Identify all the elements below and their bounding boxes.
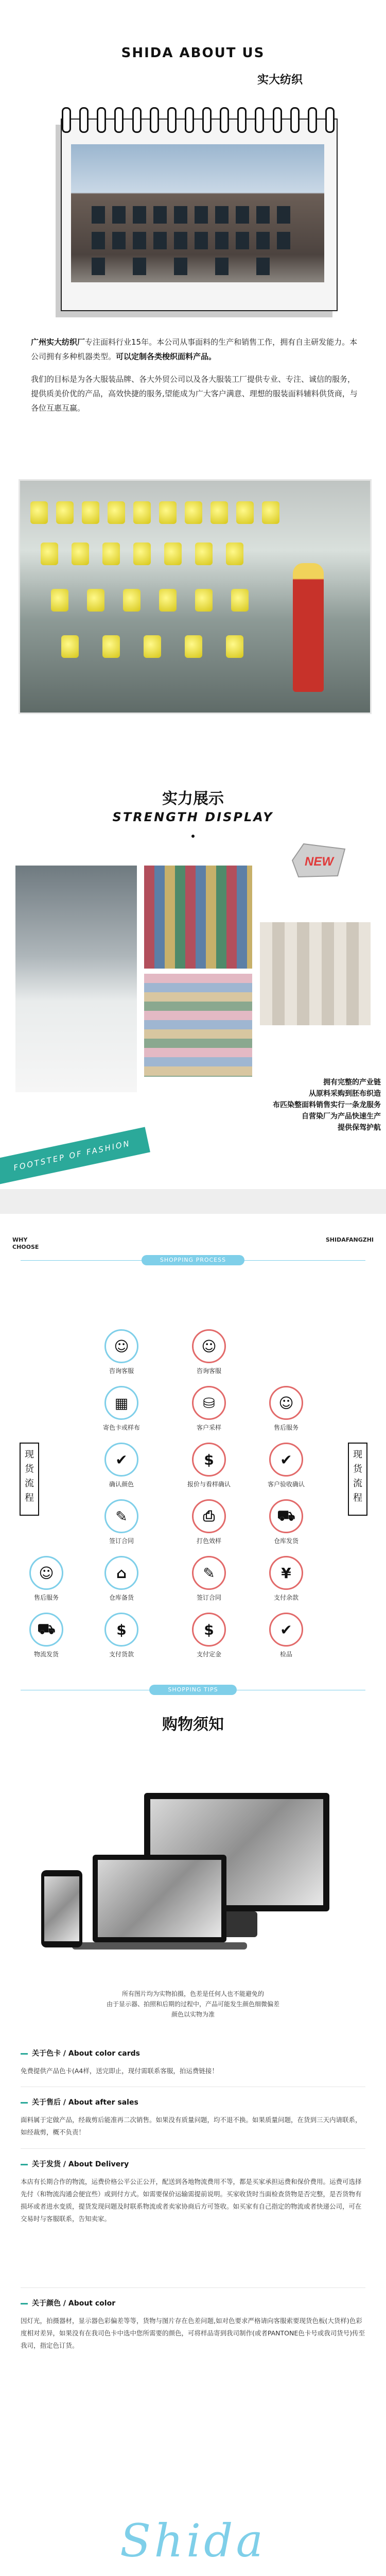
fabric-rolls-photo-2: [144, 974, 252, 1077]
contract-icon: ✎: [104, 1499, 138, 1533]
truck-icon: ⛟: [269, 1499, 303, 1533]
process-step: ⛟ 仓库发货: [255, 1499, 317, 1545]
process-step: $ 支付定金: [178, 1613, 240, 1658]
process-step: ✔ 检品: [255, 1613, 317, 1658]
tip-heading-after-sales: 关于售后 / About after sales: [21, 2097, 138, 2107]
tip-heading-color-cards: 关于色卡 / About color cards: [21, 2048, 140, 2058]
right-process-label: 现货流程: [348, 1443, 367, 1516]
process-step: ☺ 咨询客服: [178, 1329, 240, 1375]
customer-service-icon: ☺: [192, 1329, 226, 1363]
process-step: ⎙ 打色效样: [178, 1499, 240, 1545]
new-badge-text: NEW: [305, 855, 334, 869]
footstep-banner: FOOTSTEP OF FASHION: [0, 1127, 150, 1184]
yen-icon: ¥: [269, 1556, 303, 1590]
warehouse-photo: [260, 922, 371, 1025]
check-icon: ✔: [269, 1443, 303, 1477]
strength-title: 实力展示: [162, 790, 224, 808]
dot-ornament: [191, 835, 195, 838]
process-step: ☺ 售后服务: [15, 1556, 77, 1602]
fabric-rolls-photo-1: [144, 866, 252, 969]
shopping-process-pill: SHOPPING PROCESS: [142, 1255, 244, 1265]
process-step: $ 支付货款: [91, 1613, 152, 1658]
weaving-machine-photo: [15, 866, 137, 1092]
strength-description: 拥有完整的产业链 从原料采购到胚布织造 布匹染整面料销售实行一条龙服务 自营染厂为产品快速生产 提供保驾护航: [273, 1078, 381, 1132]
process-step: ✔ 客户验收确认: [255, 1443, 317, 1488]
print-icon: ⎙: [192, 1499, 226, 1533]
shopping-tips-pill: SHOPPING TIPS: [149, 1685, 237, 1695]
process-step: ☺ 售后服务: [255, 1386, 317, 1432]
why-choose-label: WHY CHOOSE: [12, 1236, 39, 1250]
new-badge-icon: [288, 840, 350, 881]
dollar-icon: $: [192, 1613, 226, 1647]
customer-service-icon: ☺: [104, 1329, 138, 1363]
shida-signature: Shida: [120, 2514, 266, 2567]
tip-body-delivery: 本店有长期合作的物流，运费价格公平公正公开，配送到各地物流费用不等，都是买家承担运费和保价费用。运费可选择先付（和物流沟通会便宜些）或到付方式。如需要保价运输需提前说明。买家收货时当面检查货物是否完整，是否货物有损坏或者进水变质，提货发现问题及时联系物流或者卖家协商后方可签收。如买家有自己指定的物流或者快递公司，可在交易时与客服联系，告知卖家。: [21, 2178, 362, 2223]
process-step: ✎ 签订合同: [91, 1499, 152, 1545]
tip-body-color: 因灯光，拍摄器材，显示器色彩偏差等等，货物与图片存在色差问题,如对色要求严格请向客服索要现货色板(大货样)色彩度相对差异，如果没有在我司色卡中选中您所需要的颜色，可将样品寄到我司制作(或者PANTONE色卡号或我司货号)传至我司，指定色订货。: [21, 2317, 365, 2349]
check-icon: ✔: [269, 1613, 303, 1647]
section-divider: [0, 1189, 386, 1214]
tip-heading-delivery: 关于发货 / About Delivery: [21, 2159, 129, 2169]
cart-icon: ⛁: [192, 1386, 226, 1420]
tip-body-color-cards: 免费提供产品色卡(A4样，送完即止，现付需联系客服，拍运费链接！: [21, 2067, 218, 2075]
warehouse-icon: ⌂: [104, 1556, 138, 1590]
brand-name: 实大纺织: [257, 74, 303, 87]
dollar-icon: $: [104, 1613, 138, 1647]
intro-text: 广州实大纺织厂专注面料行业15年。本公司从事面料的生产和销售工作，拥有自主研发能力。本公司拥有多种机器类型。可以定制各类梭织面料产品。 我们的目标是为各大服装品牌、各大外贸公司以及各大服装工厂提供专业、专注、诚信的服务，提供质美价优的产品，高效快捷的服务,望能成为广大客户满意、理想的服装面料辅料供货商，与各位互惠互赢。: [31, 337, 358, 413]
process-step: ¥ 支付余款: [255, 1556, 317, 1602]
process-step: ⌂ 仓库备货: [91, 1556, 152, 1602]
factory-photo: [19, 479, 372, 714]
process-step: ▦ 寄色卡或样布: [91, 1386, 152, 1432]
process-step: $ 报价与看样确认: [178, 1443, 240, 1488]
notebook-rings: [62, 107, 335, 130]
devices-illustration: [41, 1793, 350, 1963]
contract-icon: ✎: [192, 1556, 226, 1590]
photo-caption: 所有图片均为实物拍摄，色差是任何人也不能避免的 由于显示器、拍照和后期的过程中，产品可能发生颜色细微偏差 颜色以实物为准: [106, 1990, 279, 2018]
worker-figure: [293, 563, 324, 692]
tip-separator: [21, 2287, 365, 2288]
tip-heading-color: 关于颜色 / About color: [21, 2298, 115, 2308]
check-icon: ✔: [104, 1443, 138, 1477]
smile-icon: ☺: [29, 1556, 63, 1590]
process-step: ⛁ 客户采样: [178, 1386, 240, 1432]
grid-icon: ▦: [104, 1386, 138, 1420]
brand-pinyin: SHIDAFANGZHI: [325, 1236, 374, 1243]
tips-title: 购物须知: [162, 1716, 224, 1734]
left-process-label: 现货流程: [20, 1443, 39, 1516]
process-step: ⛟ 物流发货: [15, 1613, 77, 1658]
dollar-icon: $: [192, 1443, 226, 1477]
process-step: ☺ 咨询客服: [91, 1329, 152, 1375]
tip-body-after-sales: 面料属于定做产品，经裁剪后能准再二次销售。如果没有质量问题，均不退不换。如果质量问题，在货到三天内请联系，如经裁剪，概不负责！: [21, 2116, 362, 2136]
smile-icon: ☺: [269, 1386, 303, 1420]
page-title: SHIDA ABOUT US: [121, 45, 265, 61]
process-step: ✔ 确认颜色: [91, 1443, 152, 1488]
strength-subtitle: STRENGTH DISPLAY: [112, 810, 274, 824]
truck-icon: ⛟: [29, 1613, 63, 1647]
company-building-photo: [71, 144, 324, 282]
tip-separator: [21, 2148, 365, 2149]
process-step: ✎ 签订合同: [178, 1556, 240, 1602]
